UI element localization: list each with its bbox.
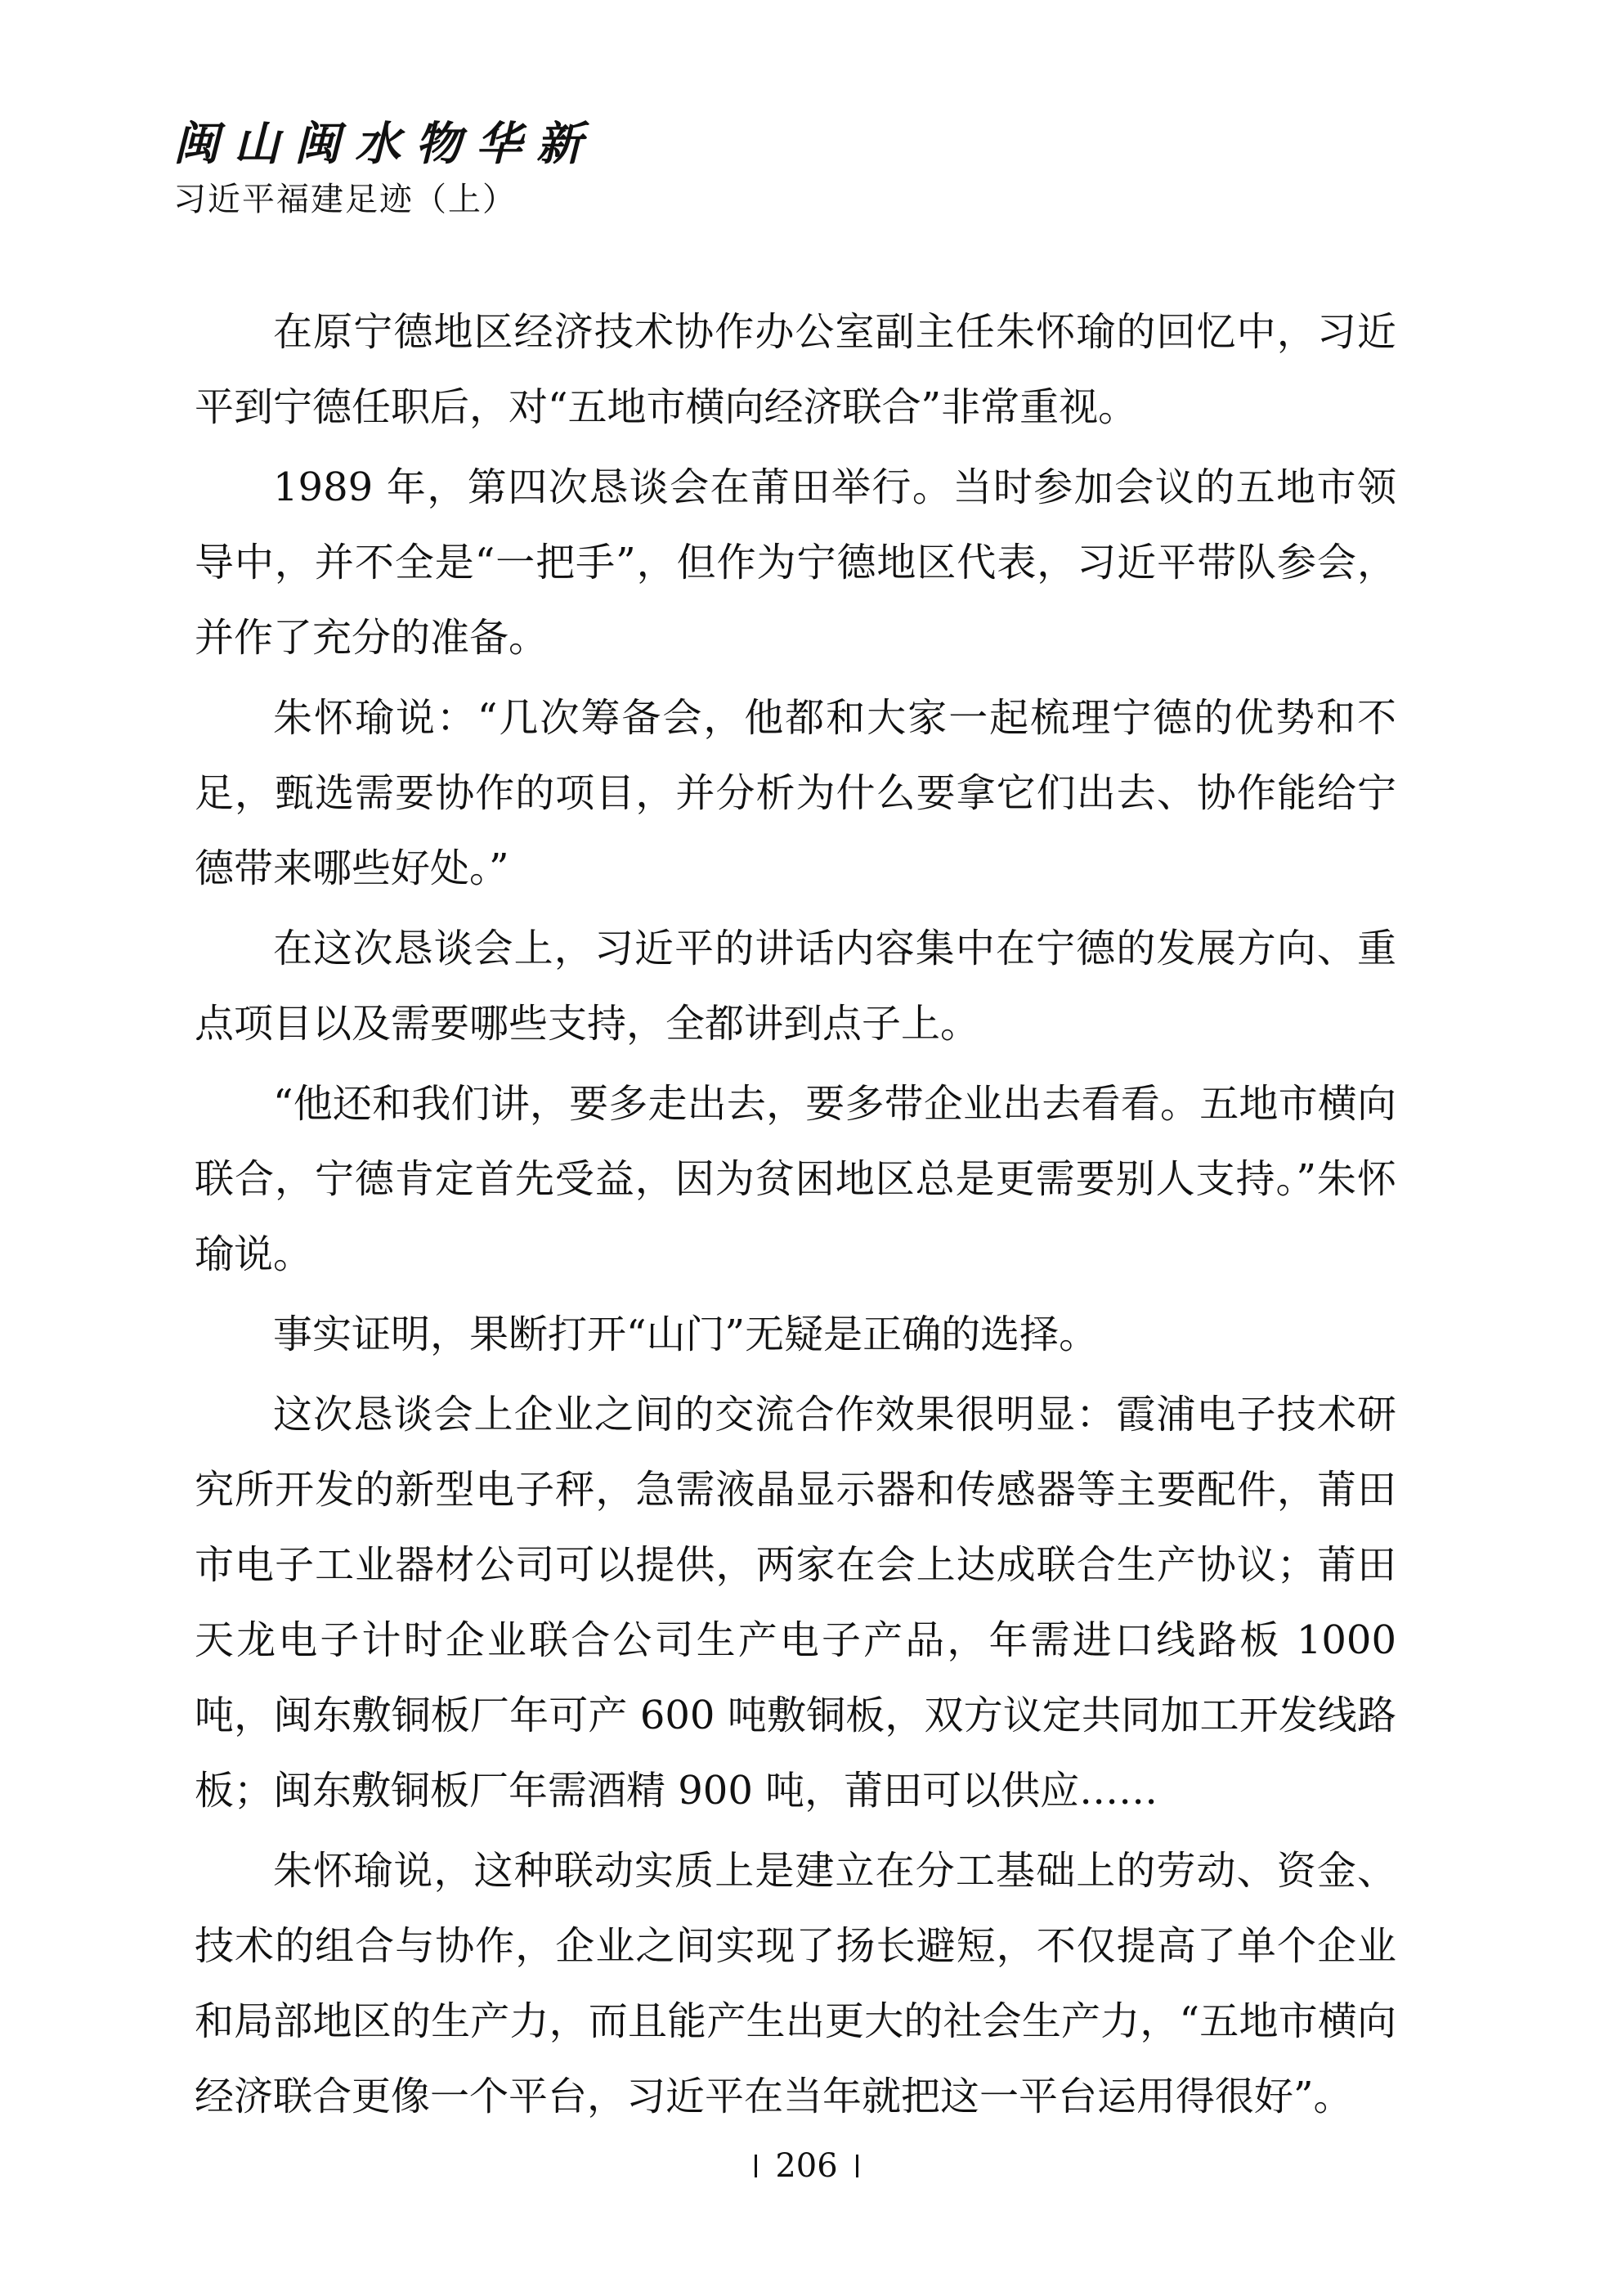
folio-left-rule: [755, 2155, 757, 2177]
page-footer: [0, 2141, 1613, 2189]
paragraph-7: 这次恳谈会上企业之间的交流合作效果很明显：霞浦电子技术研究所开发的新型电子秤，急需液晶显示器和传感器等主要配件，莆田市电子工业器材公司可以提供，两家在会上达成联合生产协议；莆田天龙电子计时企业联合公司生产电子产品，年需进口线路板 1000 吨，闽东敷铜板厂年可产 600 吨敷铜板，双方议定共同加工开发线路板；闽东敷铜板厂年需酒精 900 吨，莆田可以供应……: [195, 1392, 1396, 1814]
book-subtitle: 习近平福建足迹（上）: [173, 181, 517, 218]
running-head: [173, 114, 597, 222]
paragraph-5: “他还和我们讲，要多走出去，要多带企业出去看看。五地市横向联合，宁德肯定首先受益，因为贫困地区总是更需要别人支持。”朱怀瑜说。: [195, 1081, 1396, 1277]
paragraph-6: 事实证明，果断打开“山门”无疑是正确的选择。: [273, 1312, 1099, 1357]
paragraph-3: 朱怀瑜说：“几次筹备会，他都和大家一起梳理宁德的优势和不足，甄选需要协作的项目，并分析为什么要拿它们出去、协作能给宁德带来哪些好处。”: [195, 695, 1396, 891]
body-text: [195, 294, 1396, 2139]
book-title: 闽山闽水物华新: [173, 117, 597, 171]
paragraph-1: 在原宁德地区经济技术协作办公室副主任朱怀瑜的回忆中，习近平到宁德任职后，对“五地市横向经济联合”非常重视。: [195, 309, 1396, 430]
paragraph-8: 朱怀瑜说，这种联动实质上是建立在分工基础上的劳动、资金、技术的组合与协作，企业之间实现了扬长避短，不仅提高了单个企业和局部地区的生产力，而且能产生出更大的社会生产力，“五地市横向经济联合更像一个平台，习近平在当年就把这一平台运用得很好”。: [195, 1848, 1396, 2119]
paragraph-2: 1989 年，第四次恳谈会在莆田举行。当时参加会议的五地市领导中，并不全是“一把手”，但作为宁德地区代表，习近平带队参会，并作了充分的准备。: [195, 464, 1396, 661]
folio-right-rule: [856, 2155, 858, 2177]
page-number: 206: [775, 2147, 838, 2185]
paragraph-4: 在这次恳谈会上，习近平的讲话内容集中在宁德的发展方向、重点项目以及需要哪些支持，全都讲到点子上。: [195, 926, 1396, 1047]
